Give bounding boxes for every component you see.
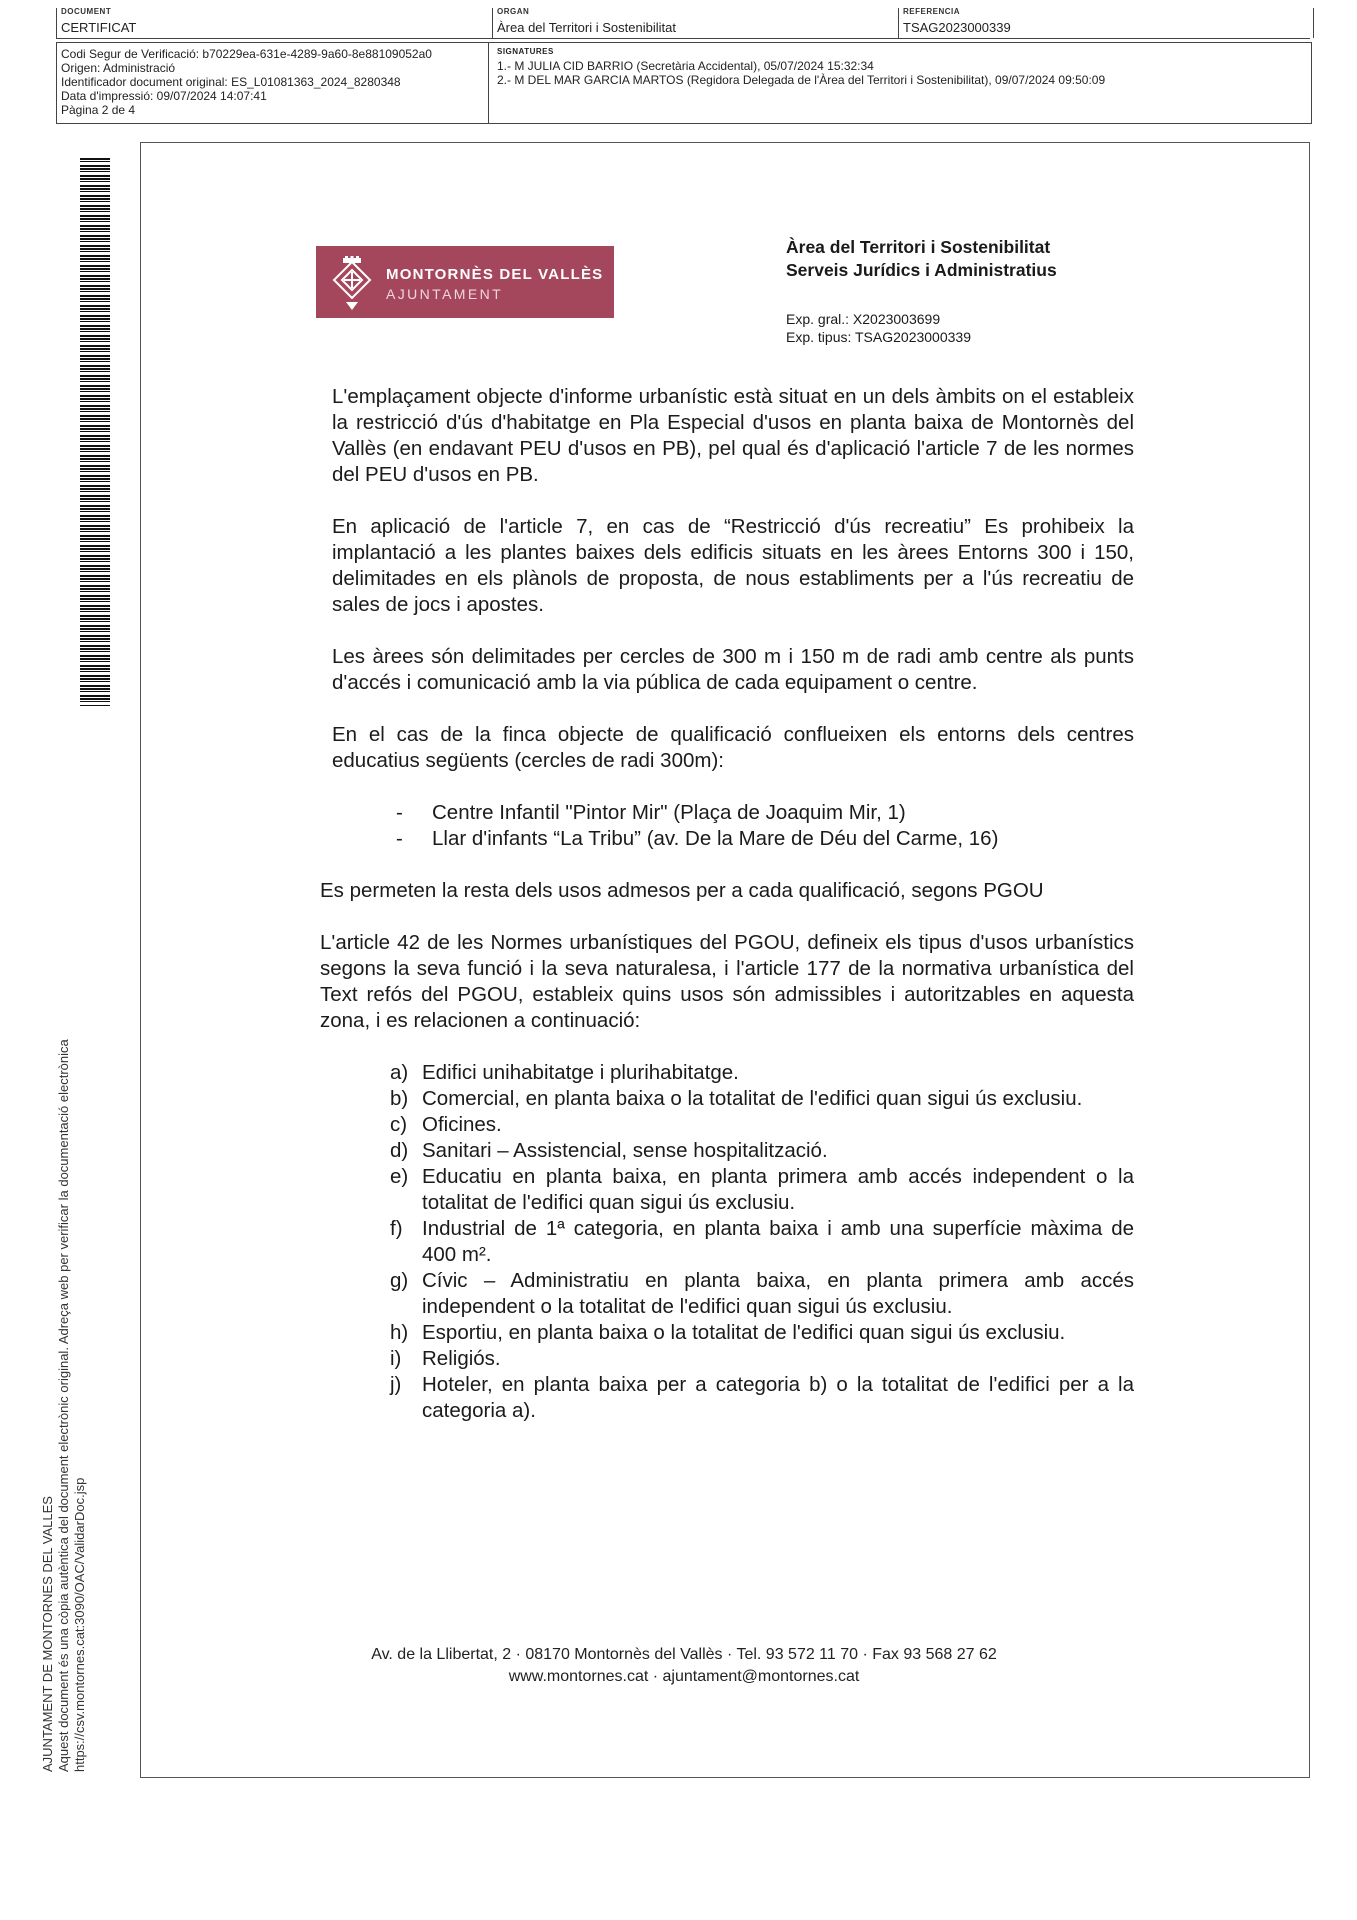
- expedient-general: Exp. gral.: X2023003699: [786, 311, 941, 327]
- logo-name: MONTORNÈS DEL VALLÈS: [386, 266, 604, 283]
- paragraph-4: En el cas de la finca objecte de qualificació conflueixen els entorns dels centres educatius següents (cercles de radi 300m):: [332, 723, 1134, 772]
- use-text: Educatiu en planta baixa, en planta primera amb accés independent o la totalitat de l'edifici quan sigui ús exclusiu.: [422, 1165, 1134, 1214]
- reference-cell: [898, 8, 1314, 38]
- use-marker: j): [390, 1373, 402, 1396]
- use-marker: c): [390, 1113, 408, 1136]
- list-item: - Llar d'infants “La Tribu” (av. De la Mare de Déu del Carme, 16): [396, 827, 999, 850]
- list-item: [320, 1372, 1134, 1424]
- use-marker: i): [390, 1347, 402, 1370]
- use-text: Industrial de 1ª categoria, en planta baixa i amb una superfície màxima de 400 m².: [422, 1217, 1134, 1266]
- list-item: [320, 1346, 1134, 1372]
- use-text: Oficines.: [422, 1113, 502, 1136]
- logo-subtitle: AJUNTAMENT: [386, 286, 504, 302]
- department-line-1: Àrea del Territori i Sostenibilitat: [786, 237, 1051, 257]
- verification-header: [56, 8, 1310, 120]
- footer-contact: www.montornes.cat · ajuntament@montornes.cat: [508, 1668, 860, 1685]
- footer-address: Av. de la Llibertat, 2 · 08170 Montornès del Vallès · Tel. 93 572 11 70 · Fax 93 568 27 62: [371, 1646, 997, 1663]
- uses-list: [320, 1060, 1134, 1424]
- print-date: Data d'impressió: 09/07/2024 14:07:41: [61, 89, 267, 103]
- signature-1: 1.- M JULIA CID BARRIO (Secretària Accidental), 05/07/2024 15:32:34: [497, 59, 874, 73]
- centre-1: Centre Infantil "Pintor Mir" (Plaça de Joaquim Mir, 1): [432, 801, 906, 824]
- reference-label: REFERÈNCIA: [903, 8, 961, 16]
- list-item: - Centre Infantil "Pintor Mir" (Plaça de Joaquim Mir, 1): [396, 801, 906, 824]
- use-text: Esportiu, en planta baixa o la totalitat de l'edifici quan sigui ús exclusiu.: [422, 1321, 1066, 1344]
- municipality-logo: [316, 246, 614, 318]
- list-item: [320, 1164, 1134, 1216]
- document-cell: [56, 8, 491, 38]
- page-footer: [140, 1644, 1308, 1688]
- reference-value: TSAG2023000339: [903, 20, 1011, 35]
- document-value: CERTIFICAT: [61, 20, 137, 35]
- use-marker: b): [390, 1087, 409, 1110]
- use-marker: f): [390, 1217, 403, 1240]
- use-text: Cívic – Administratiu en planta baixa, en planta primera amb accés independent o la totalitat de l'edifici quan sigui ús exclusiu.: [422, 1269, 1134, 1318]
- organ-cell: [492, 8, 897, 38]
- use-text: Comercial, en planta baixa o la totalitat de l'edifici quan sigui ús exclusiu.: [422, 1087, 1083, 1110]
- side-text-line-3: https://csv.montornes.cat:3090/OAC/ValidarDoc.jsp: [72, 1477, 87, 1772]
- signatures-block: [493, 43, 1309, 123]
- paragraph-1: L'emplaçament objecte d'informe urbanístic està situat en un dels àmbits on el estableix la restricció d'ús d'habitatge en Pla Especial d'usos en planta baixa de Montornès del Vallès (en endavant PEU d'usos en PB), pel qual és d'aplicació l'article 7 de les normes del PEU d'usos en PB.: [332, 385, 1134, 486]
- department-line-2: Serveis Jurídics i Administratius: [786, 260, 1057, 280]
- paragraph-3: Les àrees són delimitades per cercles de 300 m i 150 m de radi amb centre als punts d'accés i comunicació amb la via pública de cada equipament o centre.: [332, 645, 1134, 694]
- list-item: [320, 1060, 1134, 1086]
- use-marker: d): [390, 1139, 409, 1162]
- use-marker: a): [390, 1061, 409, 1084]
- list-item: [320, 1320, 1134, 1346]
- paragraph-6: L'article 42 de les Normes urbanístiques del PGOU, defineix els tipus d'usos urbanístics segons la seva funció i la seva naturalesa, i l'article 177 de la normativa urbanística del Text refós del PGOU, estableix quins usos són admissibles i autoritzables en aquesta zona, i es relacionen a continuació:: [320, 931, 1134, 1032]
- coat-of-arms-icon: [328, 256, 376, 312]
- origin: Origen: Administració: [61, 61, 176, 75]
- department-heading: [786, 236, 1057, 282]
- centre-2: Llar d'infants “La Tribu” (av. De la Mare de Déu del Carme, 16): [432, 827, 999, 850]
- verification-code: Codi Segur de Verificació: b70229ea-631e-4289-9a60-8e88109052a0: [61, 47, 432, 61]
- organ-value: Àrea del Territori i Sostenibilitat: [497, 20, 676, 35]
- organ-label: ÒRGAN: [497, 8, 530, 16]
- page-number: Pàgina 2 de 4: [61, 103, 136, 117]
- use-marker: g): [390, 1269, 409, 1292]
- barcode-image: [80, 158, 110, 706]
- use-marker: e): [390, 1165, 409, 1188]
- use-text: Sanitari – Assistencial, sense hospitalització.: [422, 1139, 828, 1162]
- use-marker: h): [390, 1321, 409, 1344]
- document-label: DOCUMENT: [61, 8, 112, 16]
- list-item: [320, 1216, 1134, 1268]
- side-text-line-2: Aquest document és una còpia autèntica del document electrònic original. Adreça web per verificar la documentació electrònica: [56, 1039, 71, 1772]
- use-text: Edifici unihabitatge i plurihabitatge.: [422, 1061, 739, 1084]
- paragraph-2: En aplicació de l'article 7, en cas de “Restricció d'ús recreatiu” Es prohibeix la implantació a les plantes baixes dels edificis situats en les àrees Entorns 300 i 150, delimitades en els plànols de proposta, de nous establiments per a l'ús recreatiu de sales de jocs i apostes.: [332, 515, 1134, 616]
- list-item: [320, 1138, 1134, 1164]
- original-document-id: Identificador document original: ES_L01081363_2024_8280348: [61, 75, 401, 89]
- expedient-tipus: Exp. tipus: TSAG2023000339: [786, 329, 971, 345]
- header-row-top: [56, 8, 1310, 39]
- education-centres-list: [332, 800, 1134, 852]
- signature-2: 2.- M DEL MAR GARCIA MARTOS (Regidora Delegada de l'Àrea del Territori i Sostenibilitat), 09/07/2024 09:50:09: [497, 73, 1106, 87]
- side-text-line-1: AJUNTAMENT DE MONTORNES DEL VALLES: [40, 1496, 55, 1772]
- verification-meta: [57, 43, 489, 123]
- header-row-bottom: [56, 42, 1312, 124]
- paragraph-5: Es permeten la resta dels usos admesos per a cada qualificació, segons PGOU: [320, 879, 1044, 902]
- use-text: Hoteler, en planta baixa per a categoria b) o la totalitat de l'edifici per a la categoria a).: [422, 1373, 1134, 1422]
- document-body: [320, 384, 1134, 1424]
- expedient-block: [786, 310, 971, 346]
- list-item: [320, 1268, 1134, 1320]
- use-text: Religiós.: [422, 1347, 501, 1370]
- list-item: [320, 1112, 1134, 1138]
- list-item: [320, 1086, 1134, 1112]
- signatures-label: SIGNATURES: [497, 47, 554, 56]
